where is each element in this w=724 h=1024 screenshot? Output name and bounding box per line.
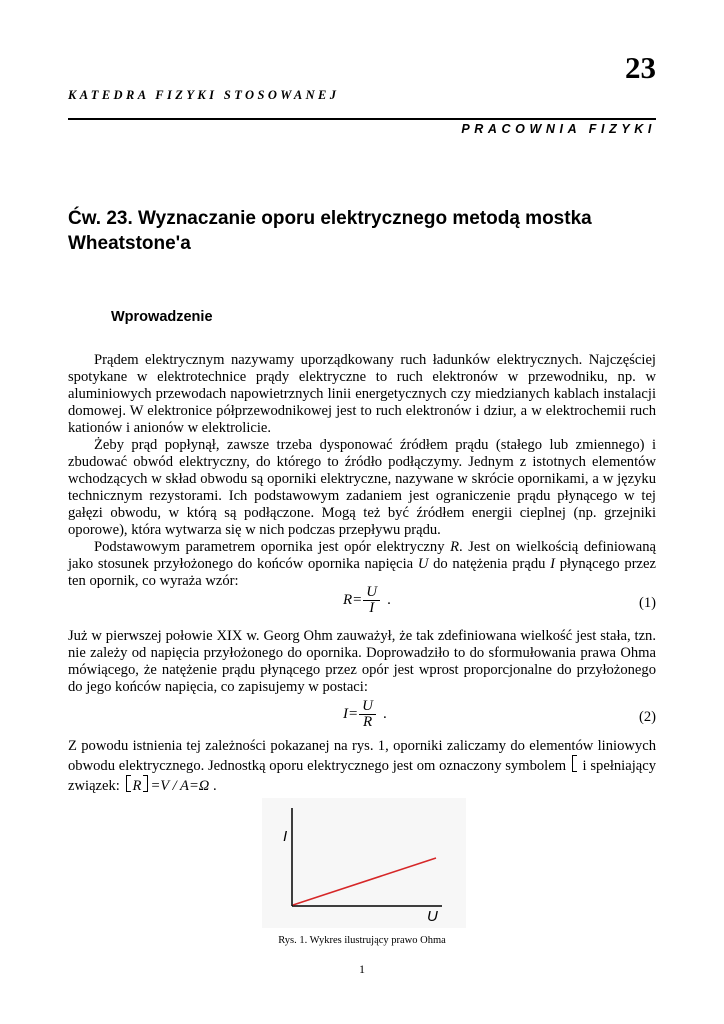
header-rule: [68, 118, 656, 120]
equation-1-expression: R= $\frac{U}{I}$ .: [343, 584, 391, 616]
paragraph-3: Podstawowym parametrem opornika jest opór elektryczny R. Jest on wielkością definiowaną jako stosunek przyłożonego do końców opornika napięcia U do natężenia prądu I płynącego przez ten opornik, co wyraża wzór:: [68, 539, 656, 589]
paragraph-4: Już w pierwszej połowie XIX w. Georg Ohm zauważył, że tak zdefiniowana wielkość jest stała, tzn. nie zależy od napięcia przyłożonego do opornika. Doprowadziło to do sformułowania prawa Ohma mówiącego, że natężenie prądu płynącego przez opór jest wprost proporcjonalne do przyłożonego do jego końców napięcia, co zapisujemy w postaci:: [68, 628, 656, 695]
section-heading: Wprowadzenie: [111, 309, 213, 325]
paragraph-2: Żeby prąd popłynął, zawsze trzeba dysponować źródłem prądu (stałego lub zmiennego) i zbudować obwód elektryczny, do którego to źródło podłączymy. Jednym z istotnych elementów wchodzących w skład obwodu są oporniki elektryczne, nazywane w skrócie opornikami, a w języku technicznym rezystorami. Ich podstawowym zadaniem jest ograniczenie prądu płynącego w tej gałęzi obwodu, w którą są podłączone. Mogą też być źródłem energii cieplnej (np. grzejniki oporowe), która wytwarza się w nich podczas przepływu prądu.: [68, 437, 656, 538]
equation-1-number: (1): [638, 595, 656, 611]
y-axis-label: I: [283, 828, 288, 845]
equation-2-number: (2): [638, 709, 656, 725]
x-axis-label: U: [427, 908, 438, 925]
intro-text-block: [68, 352, 656, 590]
equation-2: [68, 699, 656, 735]
omega-symbol-placeholder: [572, 755, 577, 772]
page-number: 1: [359, 962, 365, 976]
chapter-number: 23: [625, 50, 656, 85]
department-header: KATEDRA FIZYKI STOSOWANEJ: [68, 88, 340, 102]
equation-2-expression: I= $\frac{U}{R}$ .: [343, 698, 387, 730]
fraction: $\frac{U}{I}$: [363, 585, 380, 616]
lab-header: PRACOWNIA FIZYKI: [461, 122, 656, 136]
paragraph-1: Prądem elektrycznym nazywamy uporządkowany ruch ładunków elektrycznych. Najczęściej spotykane w elektrotechnice prądy elektryczne to ruch elektronów w przewodniku, np. w aluminiowych przewodach napowietrznych linii energetycznych czy miedzianych kablach instalacji domowej. W elektronice półprzewodnikowej jest to ruch elektronów i dziur, a w elektrochemii ruch kationów i anionów w elektrolicie.: [68, 352, 656, 436]
bracket-right: [143, 775, 148, 792]
bracket-left: [126, 775, 131, 792]
fraction: $\frac{U}{R}$: [359, 699, 376, 730]
equation-1: [68, 585, 656, 621]
figure-caption: Rys. 1. Wykres ilustrujący prawo Ohma: [278, 935, 446, 946]
ohm-law-line: [293, 858, 436, 905]
page-title: Ćw. 23. Wyznaczanie oporu elektrycznego metodą mostka Wheatstone'a: [68, 208, 592, 254]
paragraph-5: Z powodu istnienia tej zależności pokazanej na rys. 1, oporniki zaliczamy do elementów liniowych obwodu elektrycznego. Jednostką oporu elektrycznego jest om oznaczony symbolem i spełniający związek: R =V / A=Ω .: [68, 738, 657, 794]
